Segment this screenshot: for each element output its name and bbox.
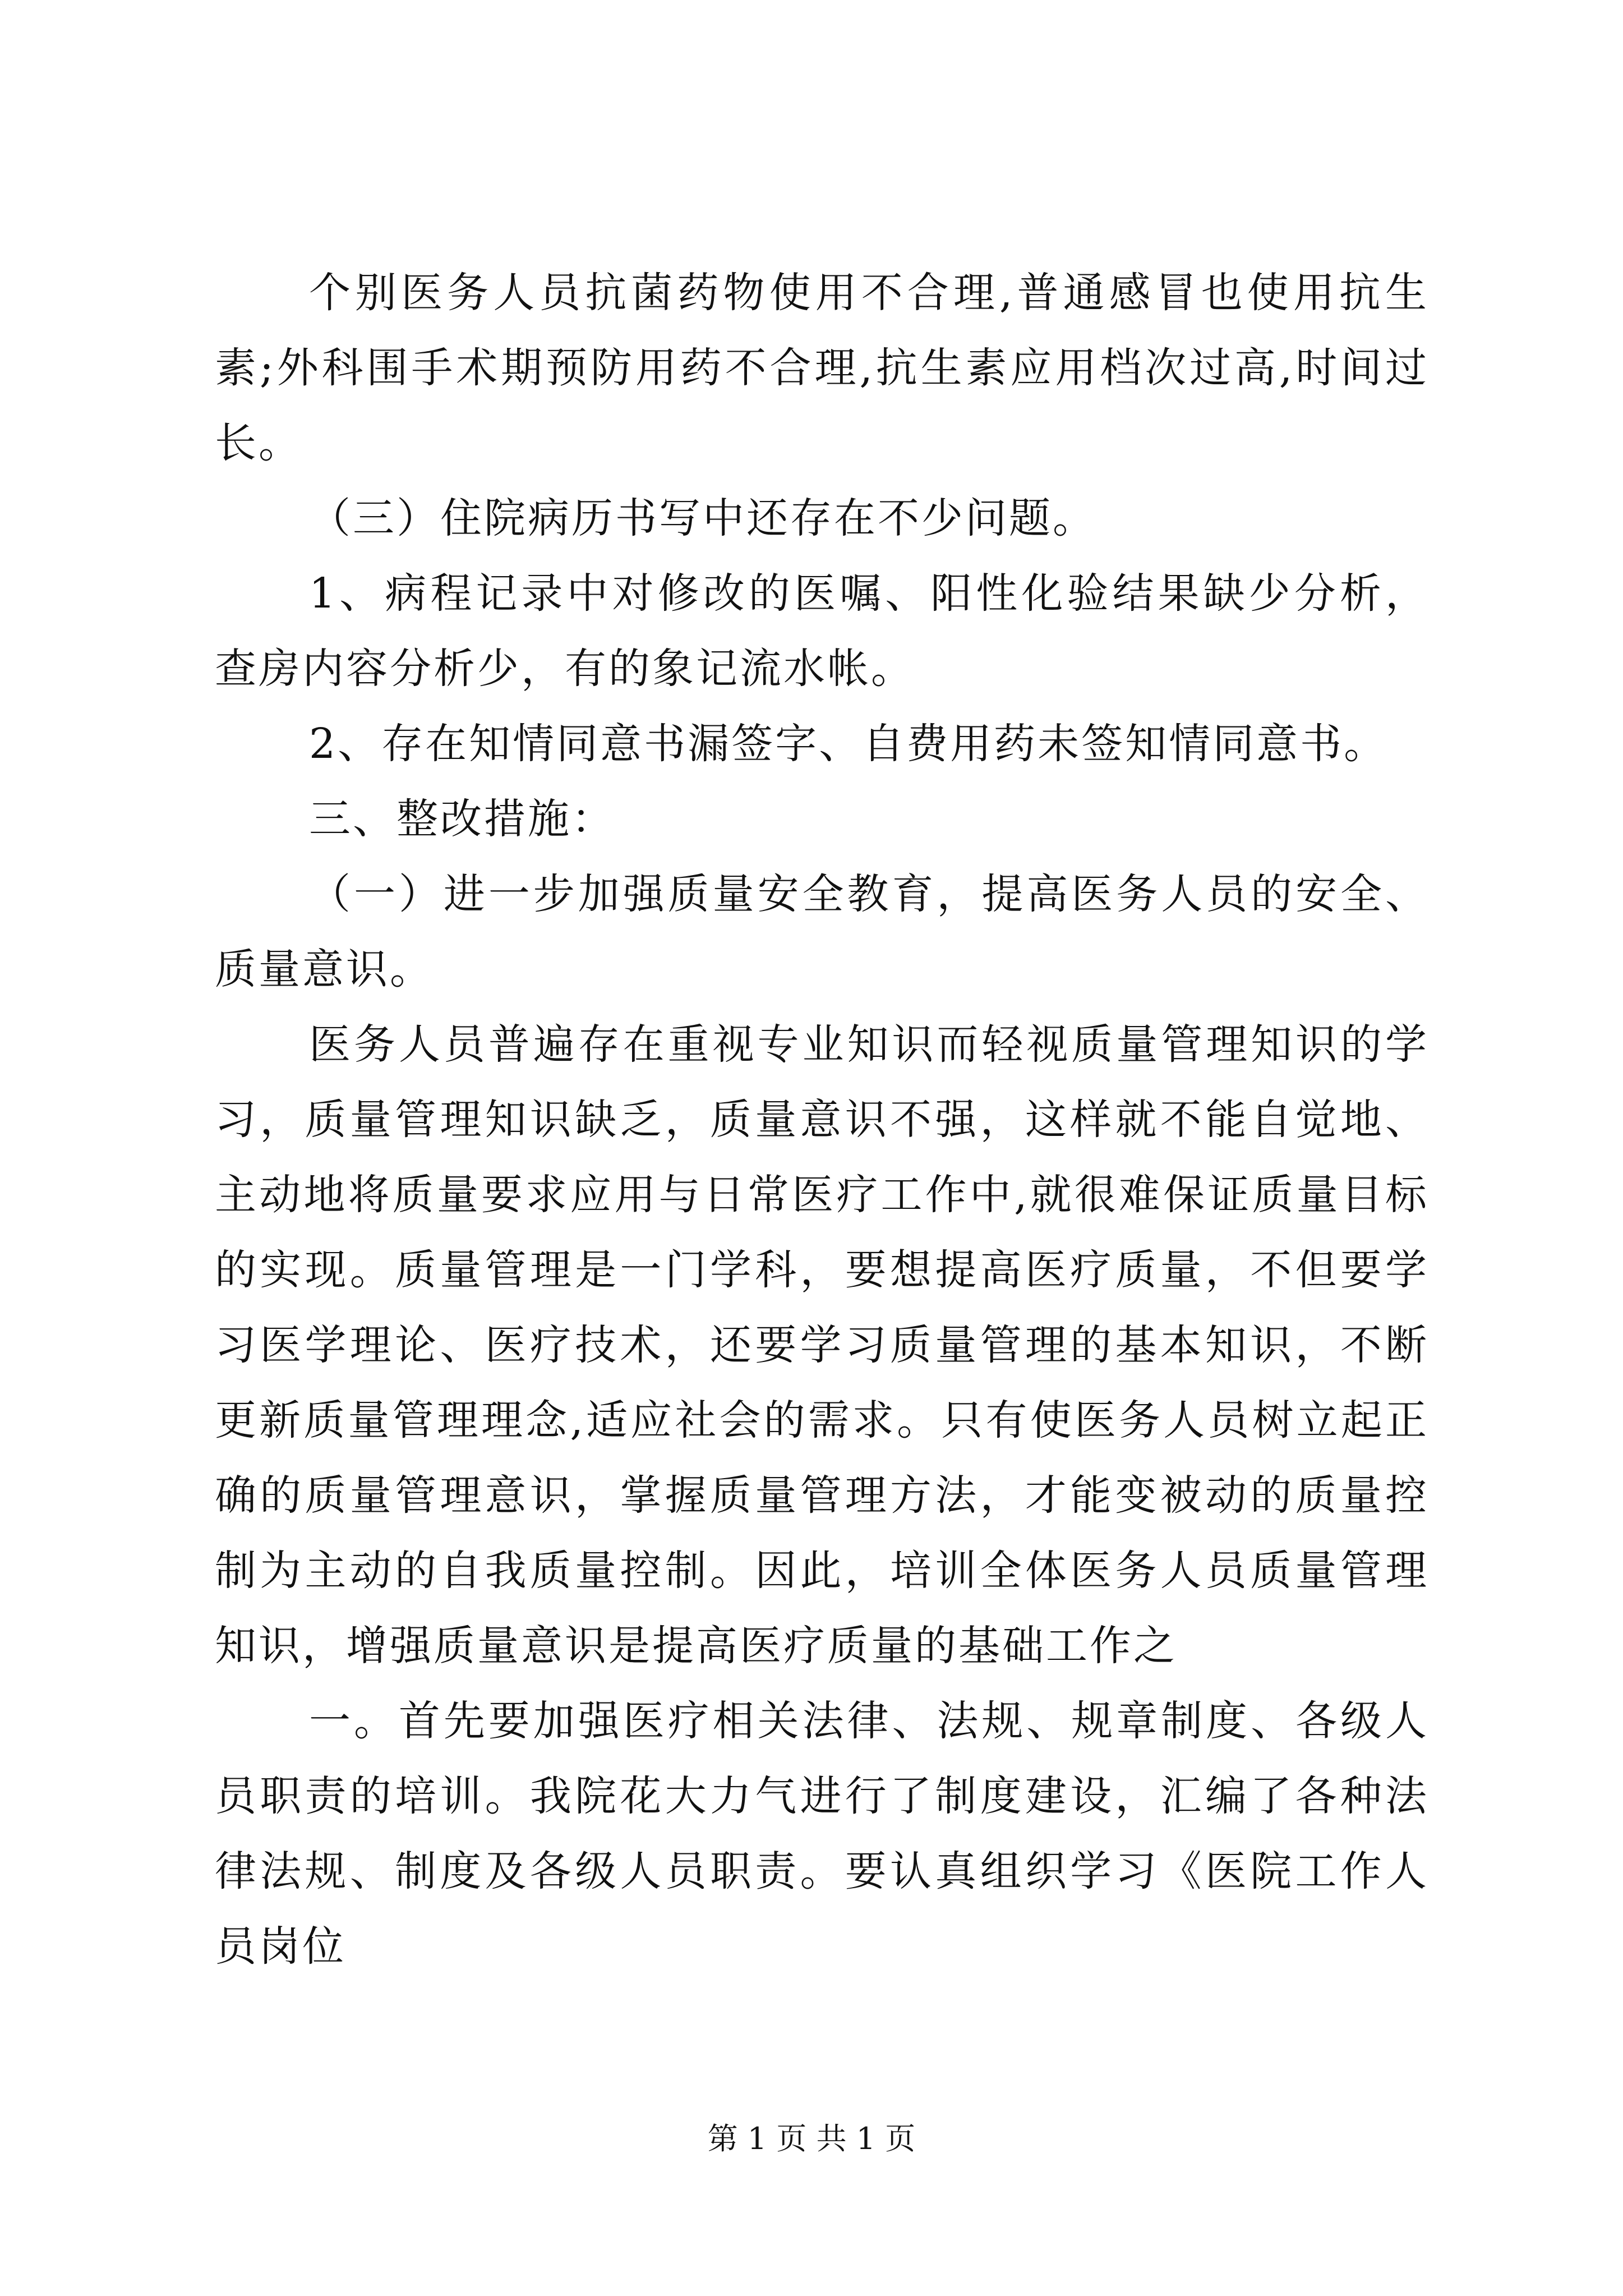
paragraph-section-three-heading: （三）住院病历书写中还存在不少问题。: [309, 494, 1096, 542]
paragraph-measure-one-heading: （一）进一步加强质量安全教育，提高医务人员的安全、质量意识。: [215, 870, 1429, 993]
paragraph-quality-education: 医务人员普遍存在重视专业知识而轻视质量管理知识的学习，质量管理知识缺乏，质量意识不强，这样就不能自觉地、主动地将质量要求应用与日常医疗工作中,就很难保证质量目标的实现。质量管理是一门学科，要想提高医疗质量，不但要学习医学理论、医疗技术，还要学习质量管理的基本知识，不断更新质量管理理念,适应社会的需求。只有使医务人员树立起正确的质量管理意识，掌握质量管理方法，才能变被动的质量控制为主动的自我质量控制。因此，培训全体医务人员质量管理知识，增强质量意识是提高医疗质量的基础工作之: [215, 1020, 1429, 1670]
page-footer: 第 1 页 共 1 页: [707, 2121, 916, 2156]
paragraph-item-one: 1、病程记录中对修改的医嘱、阳性化验结果缺少分析，查房内容分析少，有的象记流水帐。: [215, 569, 1429, 693]
paragraph-measures-heading: 三、整改措施：: [309, 795, 615, 843]
paragraph-item-two: 2、存在知情同意书漏签字、自费用药未签知情同意书。: [309, 720, 1388, 768]
document-body: [215, 255, 1429, 1984]
paragraph-training: 一。首先要加强医疗相关法律、法规、规章制度、各级人员职责的培训。我院花大力气进行了制度建设，汇编了各种法律法规、制度及各级人员职责。要认真组织学习《医院工作人员岗位: [215, 1697, 1429, 1971]
paragraph-antibiotic-issues: 个别医务人员抗菌药物使用不合理,普通感冒也使用抗生素;外科围手术期预防用药不合理,抗生素应用档次过高,时间过长。: [215, 269, 1429, 467]
